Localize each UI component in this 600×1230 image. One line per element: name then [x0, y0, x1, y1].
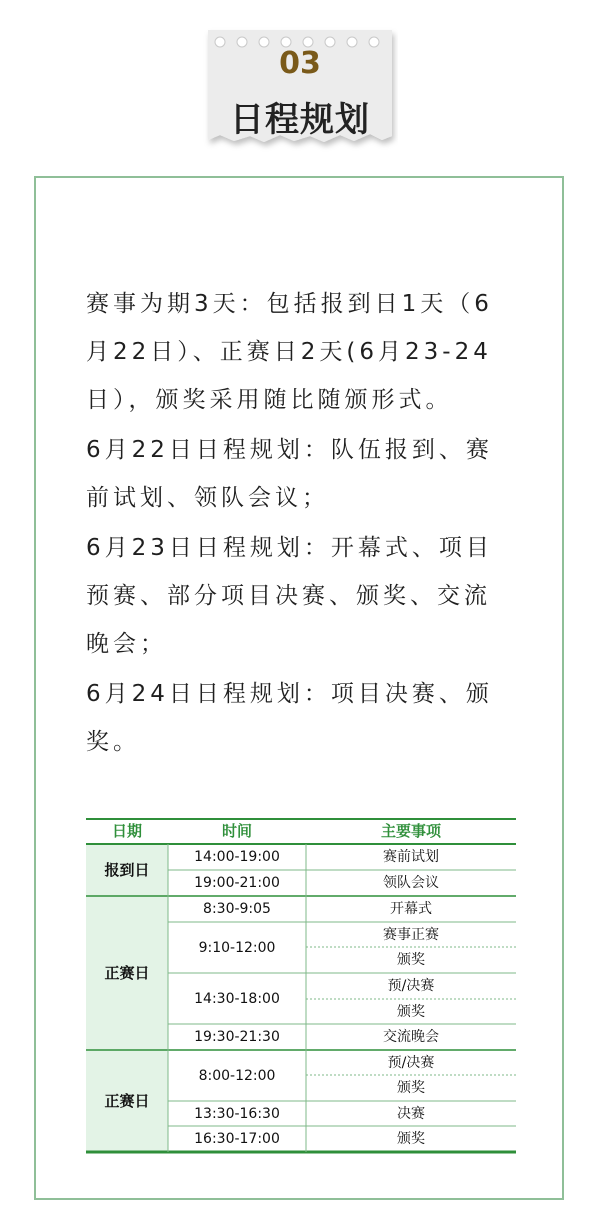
paragraph-day-0624: 6月24日日程规划：项目决赛、颁奖。: [86, 681, 493, 755]
time-cell: 19:30-21:30: [194, 1029, 280, 1045]
event-cell: 交流晚会: [383, 1029, 439, 1045]
time-cell: 8:00-12:00: [198, 1067, 276, 1084]
day-label-race-2: 正赛日: [104, 1091, 150, 1110]
event-cell: 颁奖: [397, 1080, 425, 1096]
event-cell: 颁奖: [397, 1003, 425, 1020]
day-label-race-1: 正赛日: [104, 963, 150, 982]
time-cell: 14:00-19:00: [194, 849, 280, 865]
schedule-table: [86, 818, 516, 1154]
section-title: 日程规划: [230, 100, 370, 140]
time-cell: 16:30-17:00: [194, 1131, 280, 1147]
header-time: 时间: [221, 821, 252, 840]
event-cell: 颁奖: [397, 952, 425, 968]
header-date: 日期: [111, 821, 142, 840]
event-cell: 预/决赛: [387, 1054, 435, 1071]
section-number: 03: [279, 46, 321, 81]
time-cell: 9:10-12:00: [198, 939, 276, 956]
time-cell: 14:30-18:00: [194, 990, 280, 1007]
day-label-checkin: 报到日: [104, 860, 150, 879]
header-event: 主要事项: [380, 821, 441, 840]
time-cell: 8:30-9:05: [203, 901, 271, 917]
event-cell: 预/决赛: [387, 978, 435, 994]
event-cell: 颁奖: [397, 1131, 425, 1147]
event-cell: 领队会议: [383, 875, 439, 891]
time-cell: 19:00-21:00: [194, 875, 280, 891]
event-cell: 开幕式: [390, 901, 432, 917]
event-cell: 赛事正赛: [383, 926, 439, 943]
section-tag: [202, 0, 398, 155]
paragraph-day-0623: 6月23日日程规划：开幕式、项目预赛、部分项目决赛、颁奖、交流晚会；: [86, 535, 493, 657]
time-cell: 13:30-16:30: [194, 1105, 280, 1122]
event-cell: 赛前试划: [383, 849, 439, 865]
schedule-description: [86, 280, 516, 768]
paragraph-overview: 赛事为期3天：包括报到日1天（6月22日）、正赛日2天(6月23-24日），颁奖采用随比随颁形式。: [86, 291, 493, 413]
event-cell: 决赛: [397, 1105, 425, 1122]
paragraph-day-0622: 6月22日日程规划：队伍报到、赛前试划、领队会议；: [86, 437, 493, 511]
